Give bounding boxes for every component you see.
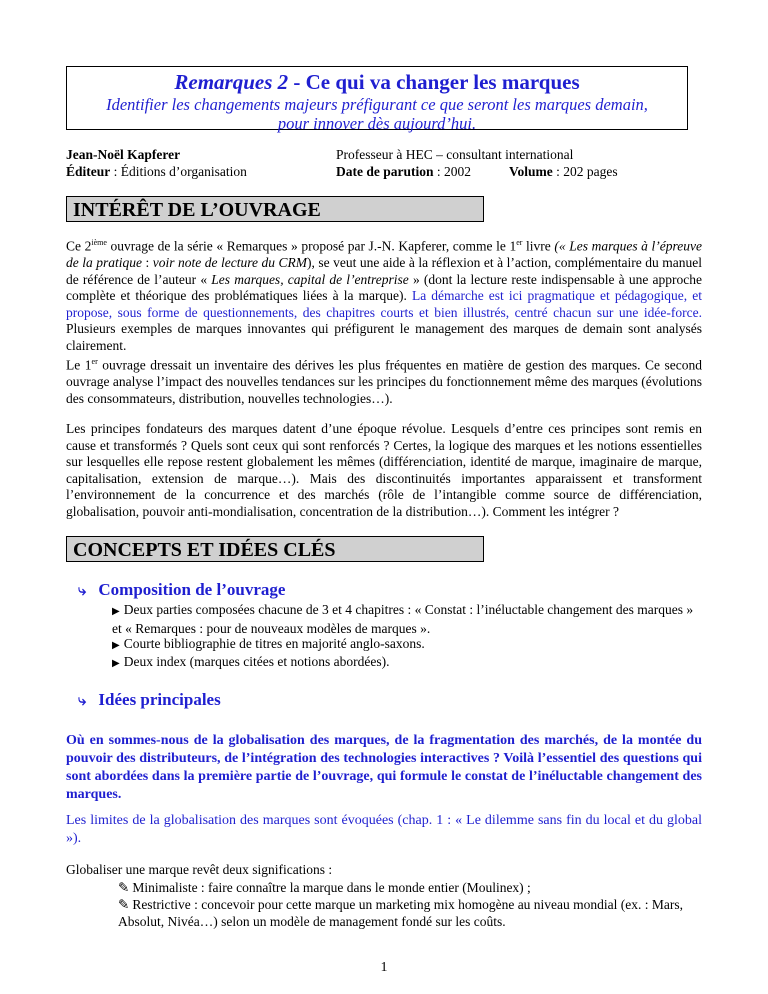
p2-a: Le 1	[66, 357, 92, 373]
section-heading-interet: INTÉRÊT DE L’OUVRAGE	[66, 196, 484, 222]
triangle-right-icon: ▶	[112, 640, 120, 651]
p1-b: ouvrage de la série « Remarques » proposé par J.-N. Kapferer, comme le 1	[106, 238, 517, 254]
pushpin-icon: ⤷	[78, 693, 87, 709]
title-dash: -	[288, 70, 306, 94]
paragraph-second	[66, 354, 702, 407]
pencil-icon: ✎	[118, 897, 130, 912]
author-role: Professeur à HEC – consultant international	[336, 147, 574, 162]
page-number: 1	[380, 960, 388, 975]
pencil-icon: ✎	[118, 880, 130, 895]
bullet-text: Courte bibliographie de titres en majorité anglo-saxons.	[123, 636, 425, 651]
p1-c: livre	[522, 238, 555, 254]
bullet-text: Deux index (marques citées et notions abordées).	[123, 654, 390, 669]
document-title	[67, 70, 687, 95]
author-name: Jean-Noël Kapferer	[66, 147, 181, 162]
bullet-item	[112, 654, 702, 673]
p1-italic1: (« Les marques à l’épreuve de la pratique	[66, 238, 703, 270]
subheading-composition-label: Composition de l’ouvrage	[98, 580, 286, 599]
section-heading-concepts: CONCEPTS ET IDÉES CLÉS	[66, 536, 484, 562]
publisher-value: : Éditions d’organisation	[110, 164, 247, 179]
paragraph-intro	[66, 235, 702, 354]
p1-f: » (dont la lecture reste indispensable à une approche complète et théorique des problématiques liées à la marque).	[66, 271, 702, 303]
paragraph-bold-blue: Où en sommes-nous de la globalisation des marques, de la fragmentation des marchés, de la montée du pouvoir des distributeurs, de l’intégration des technologies interactives ? Voilà l’essentiel des questions qui sont abordées dans la première partie de l’ouvrage, qui formule le constat de l’inéluctable changement des marques.	[66, 733, 702, 802]
p2-sup: er	[91, 357, 98, 366]
subtitle-line2: pour innover dès aujourd’hui.	[277, 114, 477, 133]
paragraph-globaliser: Globaliser une marque revêt deux significations :	[66, 862, 333, 877]
p1-a: Ce 2	[66, 238, 92, 254]
p2-b: ouvrage dressait un inventaire des dérives les plus fréquentes en matière de gestion des marques. Ce second ouvrage analyse l’impact des nouvelles tendances sur les principes du fonctionnement même des marques (évolutions des consommateurs, distribution, nouvelles technologies…).	[66, 357, 702, 406]
bullet-text: Deux parties composées chacune de 3 et 4 chapitres : « Constat : l’inéluctable changement des marques » et « Remarques : pour de nouveaux modèles de marques ».	[112, 602, 694, 636]
p1-e: ), se veut une aide à la réflexion et à l’action, complémentaire du manuel de référence de l’auteur «	[66, 255, 702, 287]
triangle-right-icon: ▶	[112, 606, 120, 617]
date-label: Date de parution	[336, 164, 434, 179]
p1-italic3: Les marques, capital de l’entreprise	[211, 271, 409, 287]
paragraph-third: Les principes fondateurs des marques datent d’une époque révolue. Lesquels d’entre ces principes sont remis en cause et transformés ? Quels sont ceux qui sont renforcés ? Certes, la logique des marques et les notions essentielles sur lesquelles elle repose restent globalement les mêmes (différenciation, identité de marque, imaginaire de marque, capitalisation, extension de marque…). Mais des discontinuités importantes apparaissent et transforment l’environnement de la concurrence et des marchés (rôle de l’intangible comme source de différenciation, globalisation, pouvoir anti-mondialisation, concentration de la distribution…). Comment les intégrer ?	[66, 421, 702, 519]
meta-left	[66, 146, 247, 180]
volume-value: : 202 pages	[552, 164, 618, 179]
publisher-label: Éditeur	[66, 164, 111, 179]
subheading-idees-label: Idées principales	[98, 690, 221, 709]
p1-blue: La démarche est ici pragmatique et pédagogique, et propose, sous forme de questionnements, des chapitres courts et bien illustrés, centré chacun sur une idée-force.	[66, 288, 702, 320]
paragraph-blue: Les limites de la globalisation des marques sont évoquées (chap. 1 : « Le dilemme sans fin du local et du global »).	[66, 813, 702, 846]
bullet-item	[112, 636, 702, 655]
title-rest: Ce qui va changer les marques	[305, 70, 580, 94]
meta-right	[336, 146, 618, 180]
volume-label: Volume	[509, 164, 553, 179]
pushpin-icon: ⤷	[78, 583, 87, 599]
p1-sup2: er	[516, 238, 523, 247]
title-italic: Remarques 2	[174, 70, 289, 94]
p1-italic2: voir note de lecture du CRM	[152, 255, 308, 270]
bullet-item	[112, 602, 702, 637]
triangle-right-icon: ▶	[112, 658, 120, 669]
subtitle-line1: Identifier les changements majeurs préfigurant ce que seront les marques demain,	[106, 95, 648, 114]
list-item-text: Minimaliste : faire connaître la marque dans le monde entier (Moulinex) ;	[132, 880, 531, 895]
list-item-text: Restrictive : concevoir pour cette marque un marketing mix homogène au niveau mondial (ex. : Mars, Absolut, Nivéa…) selon un modèle de management fondé sur les coûts.	[118, 897, 684, 929]
list-item	[118, 880, 702, 897]
subheading-idees	[78, 690, 221, 710]
p1-sup1: ième	[91, 238, 107, 247]
title-box	[66, 66, 688, 133]
p1-g: Plusieurs exemples de marques innovantes qui préfigurent le management des marques de demain sont analysés clairement.	[66, 321, 702, 353]
p1-d: :	[142, 255, 153, 270]
subheading-composition	[78, 580, 285, 600]
date-value: : 2002	[433, 164, 472, 179]
list-item	[118, 897, 702, 930]
